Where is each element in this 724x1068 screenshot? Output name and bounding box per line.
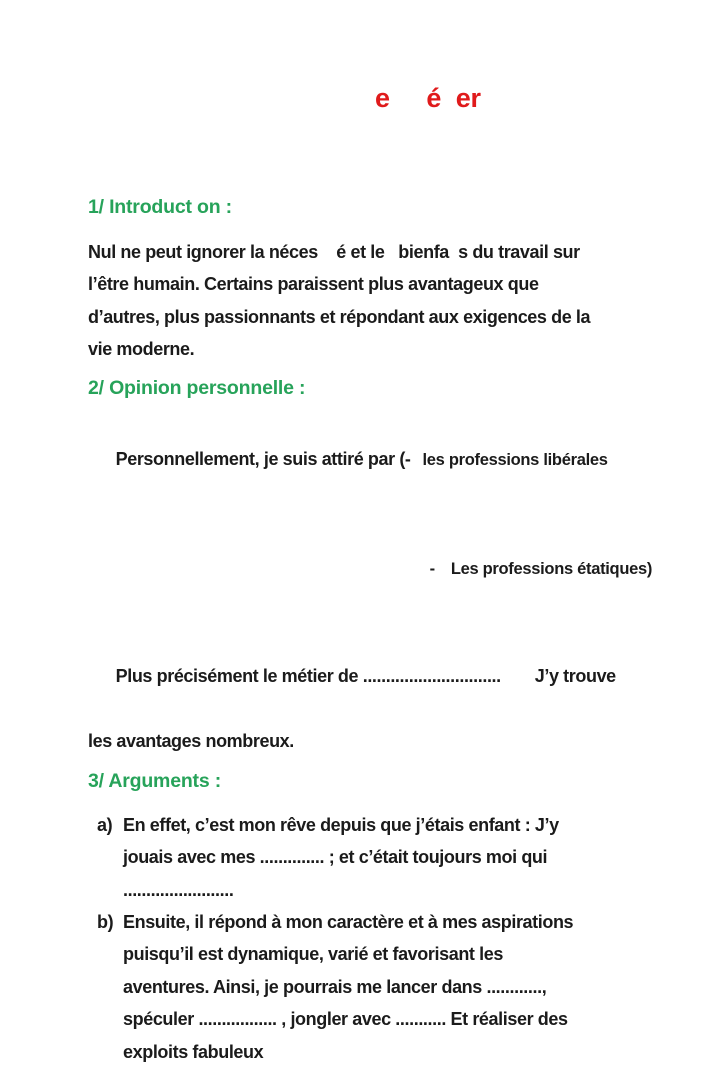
precision-text: Plus précisément le métier de .............................. xyxy=(115,666,501,687)
precision-tail-text: J’y trouve xyxy=(534,666,616,687)
argument-line: jouais avec mes .............. ; et c’était toujours moi qui xyxy=(123,847,548,868)
option-dash: - xyxy=(429,560,435,579)
argument-item-a xyxy=(88,809,680,906)
paragraph-line: vie moderne. xyxy=(88,339,195,360)
advantages-line: les avantages nombreux. xyxy=(88,731,294,752)
section-arguments-heading: 3/ Arguments : xyxy=(88,769,221,792)
opinion-lead-line xyxy=(88,411,680,509)
section-introduction-heading: 1/ Introduct on : xyxy=(88,196,232,218)
list-marker-a: a) xyxy=(97,814,113,835)
introduction-paragraph xyxy=(88,236,680,366)
opinion-lead-text: Personnellement, je suis attiré par (- xyxy=(115,449,411,470)
argument-line: spéculer ................. , jongler avec ........... Et réaliser des xyxy=(123,1009,568,1030)
section-opinion-heading: 2/ Opinion personnelle : xyxy=(88,376,306,399)
option-state-professions: Les professions étatiques) xyxy=(450,560,653,579)
paragraph-line: Nul ne peut ignorer la néces é et le bienfa s du travail sur xyxy=(88,242,580,262)
argument-b-lines xyxy=(123,906,680,1068)
paragraph-line: l’être humain. Certains paraissent plus avantageux que xyxy=(88,274,539,295)
arguments-list xyxy=(88,809,680,1068)
argument-line: exploits fabuleux xyxy=(123,1041,264,1062)
argument-item-b xyxy=(88,906,680,1068)
argument-line: En effet, c’est mon rêve depuis que j’étais enfant : J’y xyxy=(123,814,559,835)
argument-line: Ensuite, il répond à mon caractère et à mes aspirations xyxy=(123,911,574,932)
argument-line: aventures. Ainsi, je pourrais me lancer dans ............, xyxy=(123,976,547,997)
opinion-option-line xyxy=(88,520,680,618)
list-marker-b: b) xyxy=(97,911,114,932)
document-title: e é er xyxy=(375,83,481,113)
argument-line: ........................ xyxy=(123,879,234,900)
argument-line: puisqu’il est dynamique, varié et favorisant les xyxy=(123,944,503,965)
argument-a-lines xyxy=(123,809,680,906)
precision-line xyxy=(88,628,680,725)
paragraph-line: d’autres, plus passionnants et répondant aux exigences de la xyxy=(88,306,591,327)
option-liberal-professions: les professions libérales xyxy=(422,451,608,470)
